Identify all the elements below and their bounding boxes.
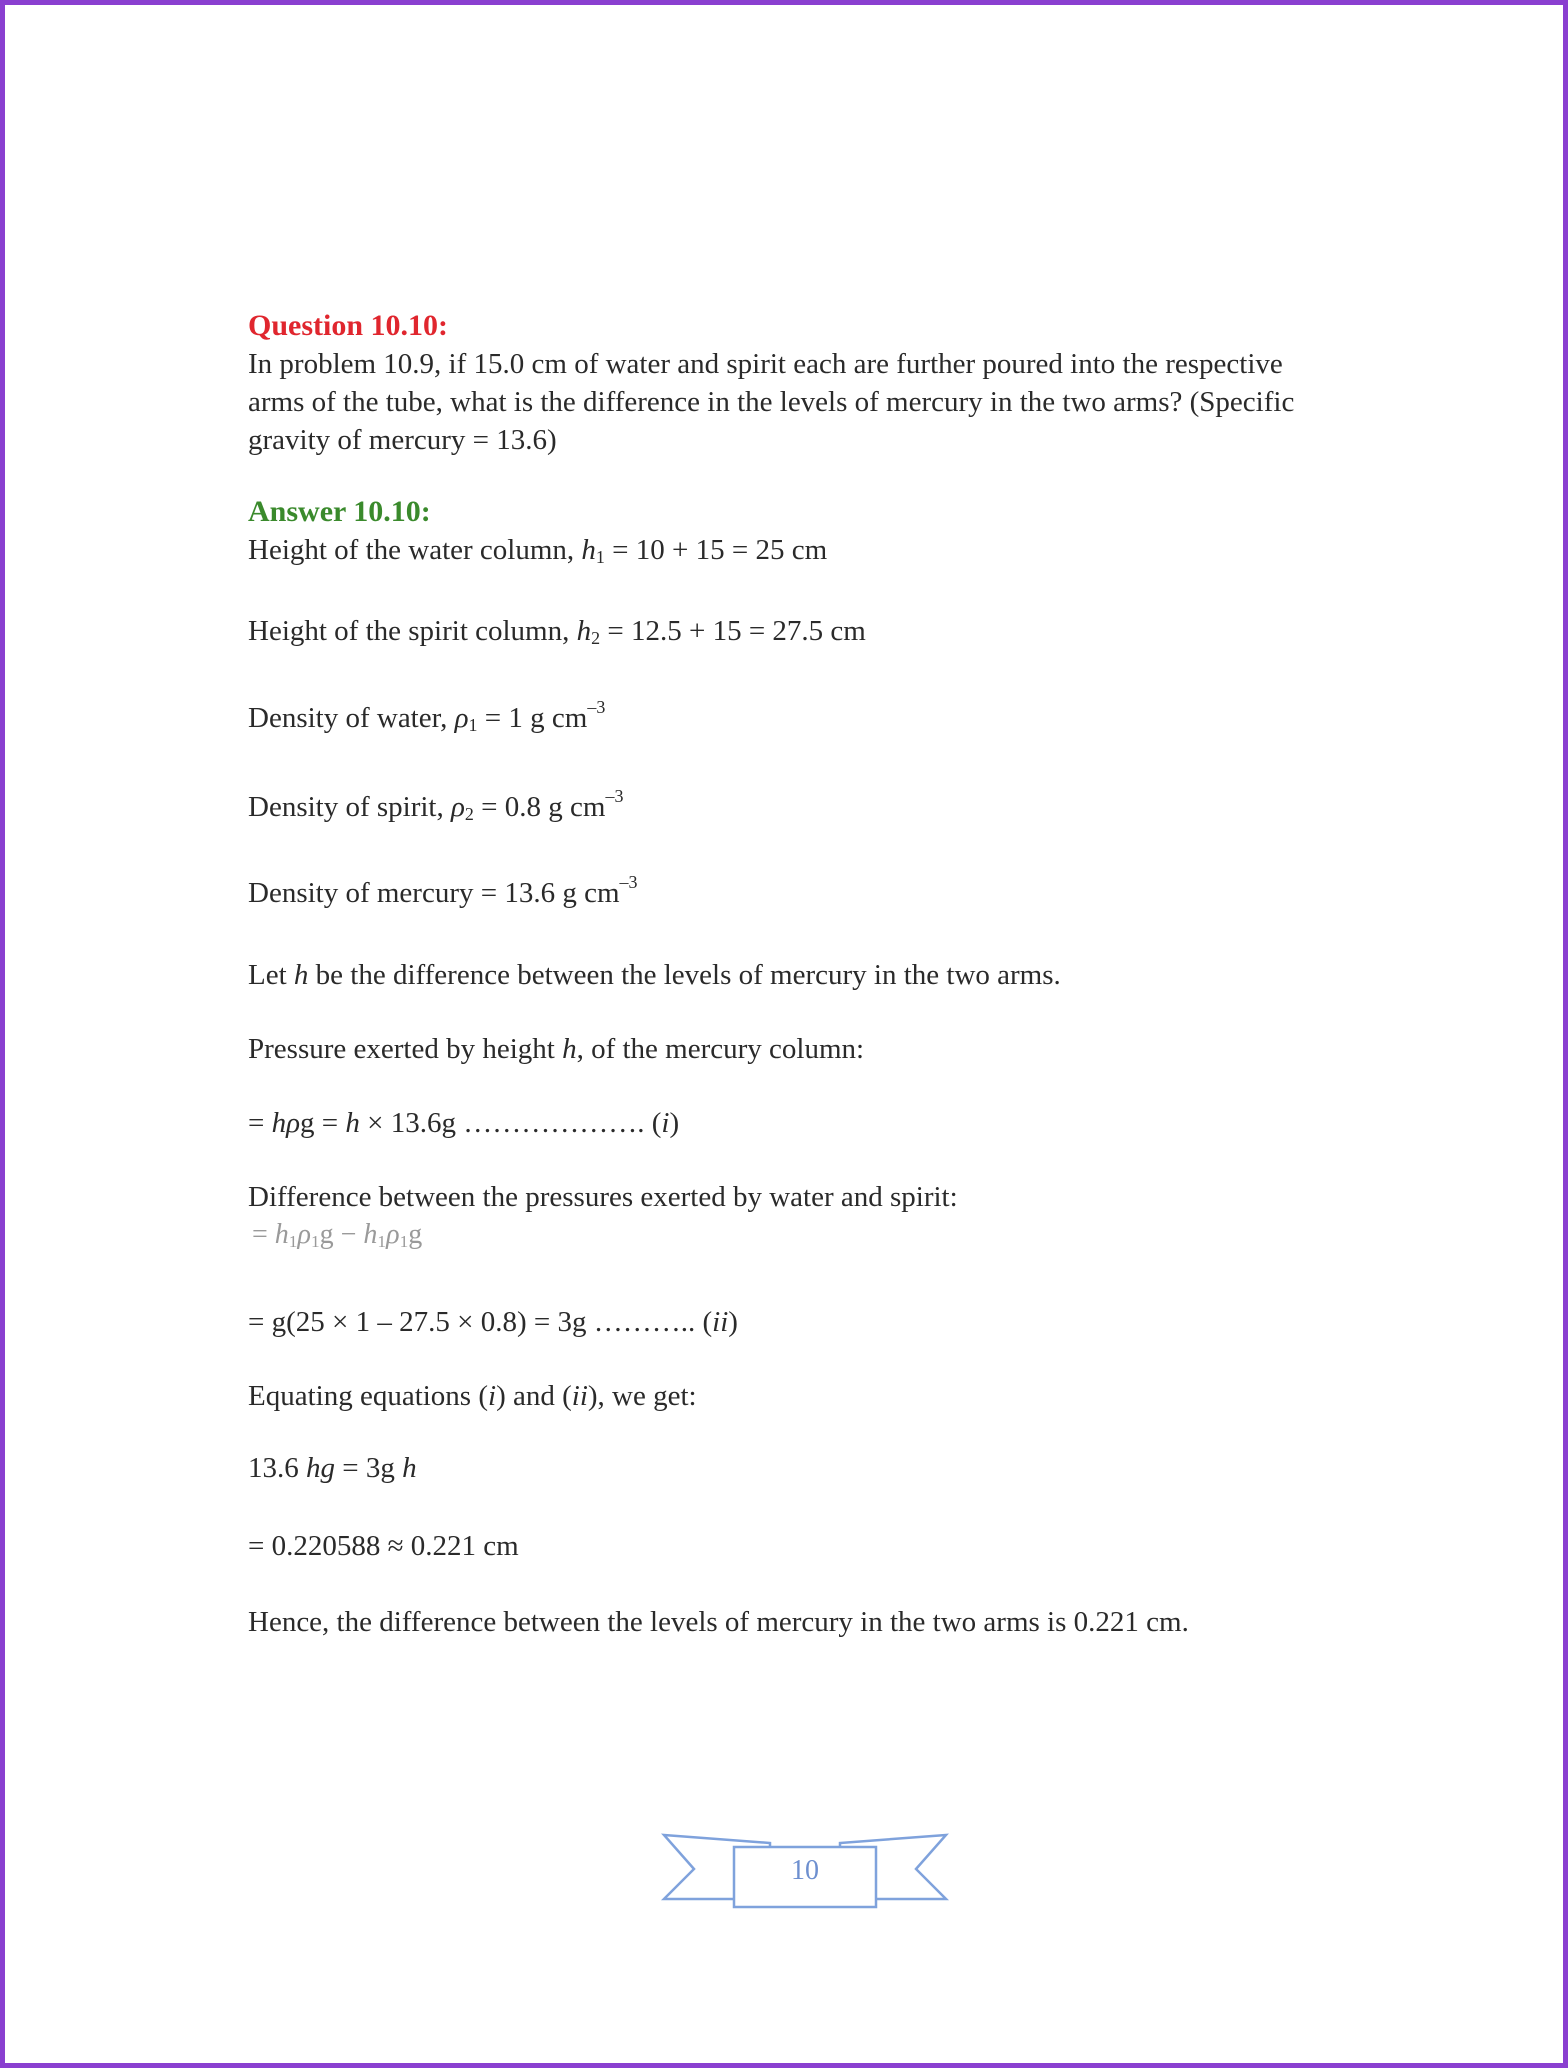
- spirit-density-line: Density of spirit, $\rho_2 = 0.8$ g $cm^{-3}$: [248, 786, 624, 824]
- question-line-3: gravity of mercury = 13.6): [248, 424, 557, 456]
- question-line-2: arms of the tube, what is the difference in the levels of mercury in the two arms? (Specific: [248, 386, 1295, 418]
- question-line-1: In problem 10.9, if 15.0 cm of water and spirit each are further poured into the respective: [248, 348, 1283, 380]
- page-number: 10: [791, 1855, 819, 1886]
- page-number-banner: [660, 1831, 950, 1915]
- equating-line: Equating equations (i) and (ii), we get:: [248, 1380, 697, 1412]
- difference-intro-line: Difference between the pressures exerted by water and spirit:: [248, 1181, 958, 1213]
- equation-ii: = g(25 × 1 – 27.5 × 0.8) = 3g ……….. (ii): [248, 1306, 738, 1338]
- equation-i: = hρg = h × 13.6g ………………. (i): [248, 1107, 680, 1139]
- water-density-line: Density of water, $\rho_1 = 1$ g $cm^{-3}$: [248, 697, 606, 735]
- pressure-intro-line: Pressure exerted by height h, of the mercury column:: [248, 1033, 865, 1065]
- mercury-density-line: Density of mercury = 13.6 g $cm^{-3}$: [248, 872, 638, 909]
- spirit-height-line: Height of the spirit column, $h_2 = 12.5 + 15 = 27.5$ cm: [248, 615, 866, 648]
- conclusion-line: Hence, the difference between the levels of mercury in the two arms is 0.221 cm.: [248, 1606, 1189, 1638]
- result-equation: 13.6 hg = 3g h: [248, 1452, 417, 1484]
- question-heading: Question 10.10:: [248, 309, 449, 342]
- approximation-line: = 0.220588 ≈ 0.221 cm: [248, 1530, 519, 1562]
- let-h-line: Let h be the difference between the levels of mercury in the two arms.: [248, 959, 1061, 991]
- page-content: [248, 307, 1388, 1641]
- faded-expression: = $h_1\rho_1g - h_1\rho_1g$: [252, 1219, 423, 1251]
- water-height-line: Height of the water column, $h_1 = 10 + 15 = 25$ cm: [248, 534, 828, 567]
- answer-heading: Answer 10.10:: [248, 495, 431, 528]
